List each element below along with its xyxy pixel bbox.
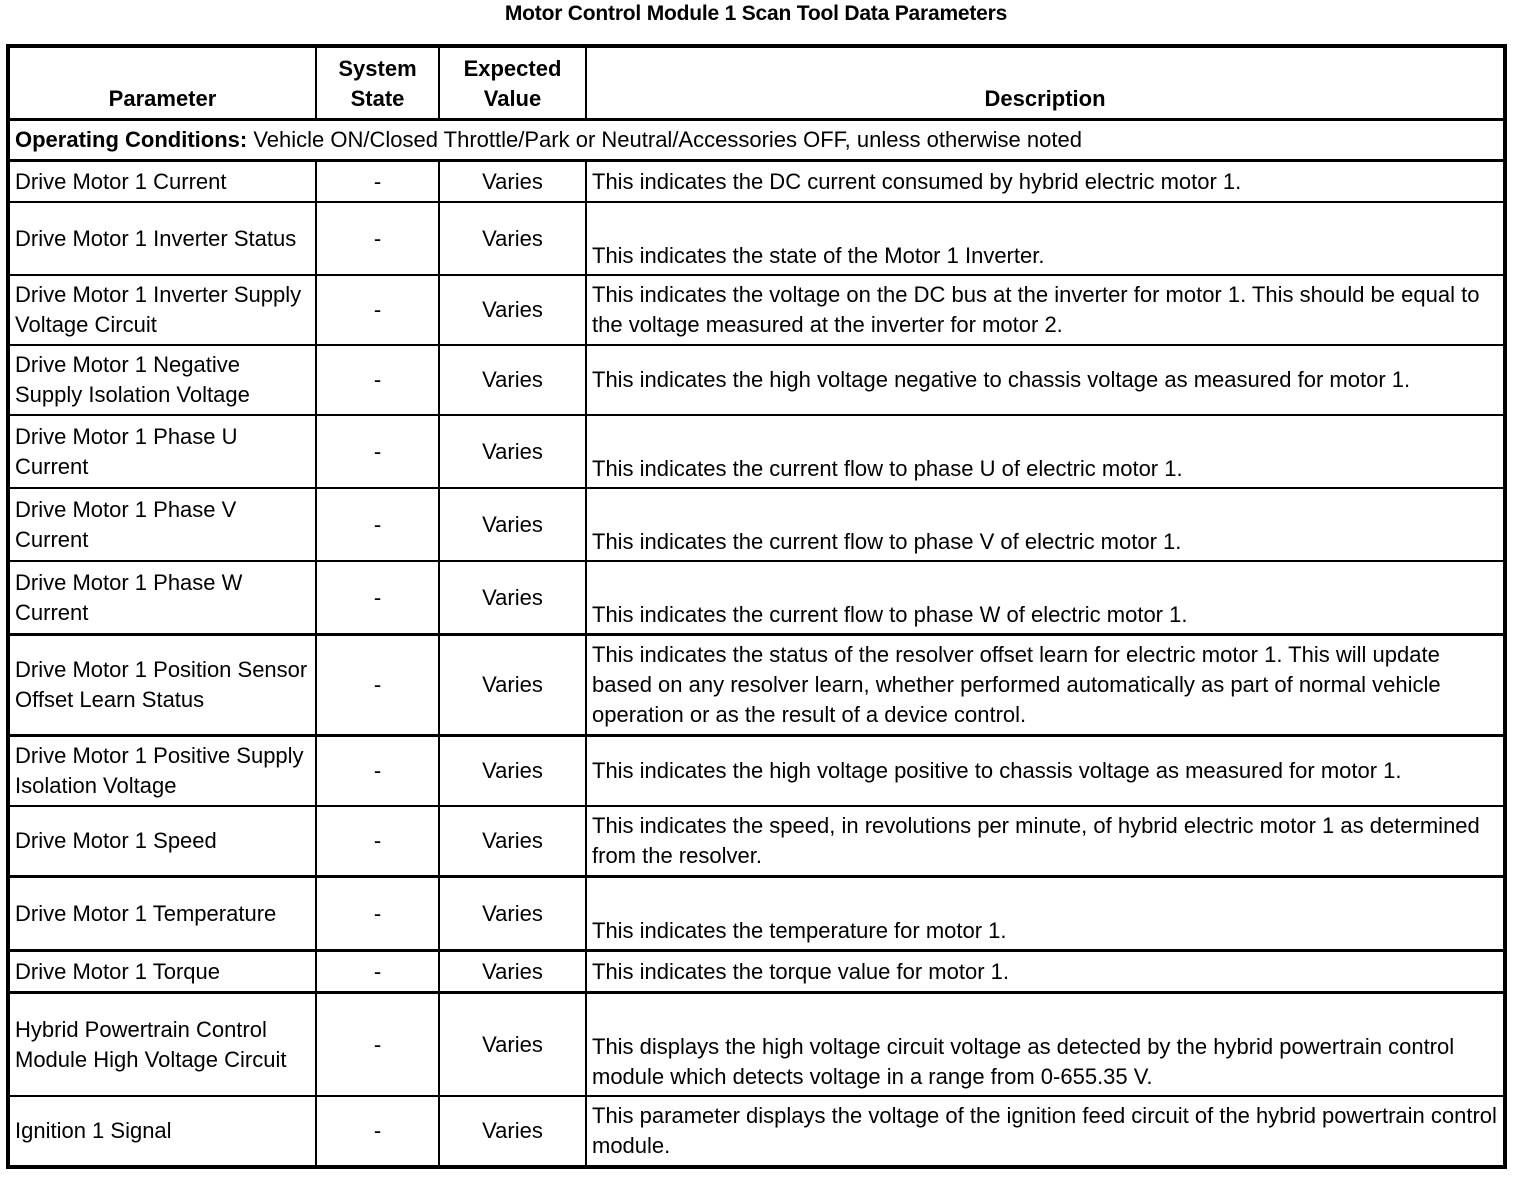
description-cell: This indicates the DC current consumed by hybrid electric motor 1. xyxy=(586,161,1505,203)
parameter-cell: Drive Motor 1 Temperature xyxy=(8,877,316,951)
operating-conditions-text: Vehicle ON/Closed Throttle/Park or Neutral/Accessories OFF, unless otherwise noted xyxy=(247,127,1082,152)
operating-conditions xyxy=(8,120,1505,161)
expected-value-cell: Varies xyxy=(439,488,586,561)
operating-conditions-label: Operating Conditions: xyxy=(15,127,248,152)
description-cell: This indicates the high voltage negative to chassis voltage as measured for motor 1. xyxy=(586,345,1505,415)
parameter-cell: Drive Motor 1 Inverter Status xyxy=(8,202,316,275)
expected-value-cell: Varies xyxy=(439,635,586,736)
parameter-cell: Drive Motor 1 Speed xyxy=(8,806,316,877)
expected-value-cell: Varies xyxy=(439,951,586,993)
description-cell: This indicates the current flow to phase W of electric motor 1. xyxy=(586,561,1505,635)
system-state-cell: - xyxy=(316,345,439,415)
table-row xyxy=(8,488,1505,561)
expected-value-cell: Varies xyxy=(439,345,586,415)
parameter-cell: Drive Motor 1 Phase V Current xyxy=(8,488,316,561)
parameter-cell: Drive Motor 1 Positive Supply Isolation Voltage xyxy=(8,736,316,807)
table-row xyxy=(8,635,1505,736)
system-state-cell: - xyxy=(316,806,439,877)
description-cell: This displays the high voltage circuit voltage as detected by the hybrid powertrain control module which detects voltage in a range from 0-655.35 V. xyxy=(586,993,1505,1097)
description-cell: This indicates the current flow to phase U of electric motor 1. xyxy=(586,415,1505,488)
table-row xyxy=(8,993,1505,1097)
expected-value-cell: Varies xyxy=(439,877,586,951)
expected-value-cell: Varies xyxy=(439,806,586,877)
table-row xyxy=(8,951,1505,993)
header-parameter: Parameter xyxy=(8,46,316,120)
table-row xyxy=(8,161,1505,203)
description-cell: This indicates the temperature for motor 1. xyxy=(586,877,1505,951)
table-header xyxy=(8,46,1505,120)
table-row xyxy=(8,1096,1505,1167)
parameter-cell: Drive Motor 1 Negative Supply Isolation Voltage xyxy=(8,345,316,415)
parameter-cell: Drive Motor 1 Phase W Current xyxy=(8,561,316,635)
description-cell: This indicates the current flow to phase V of electric motor 1. xyxy=(586,488,1505,561)
parameter-cell: Ignition 1 Signal xyxy=(8,1096,316,1167)
system-state-cell: - xyxy=(316,993,439,1097)
description-cell: This indicates the state of the Motor 1 Inverter. xyxy=(586,202,1505,275)
table-row xyxy=(8,345,1505,415)
scan-tool-data-table xyxy=(6,44,1507,1169)
description-cell: This indicates the status of the resolver offset learn for electric motor 1. This will update based on any resolver learn, whether performed automatically as part of normal vehicle operation or as the result of a device control. xyxy=(586,635,1505,736)
parameter-cell: Drive Motor 1 Current xyxy=(8,161,316,203)
header-expected-value: Expected Value xyxy=(439,46,586,120)
parameter-cell: Hybrid Powertrain Control Module High Voltage Circuit xyxy=(8,993,316,1097)
expected-value-cell: Varies xyxy=(439,161,586,203)
table-row xyxy=(8,561,1505,635)
system-state-cell: - xyxy=(316,415,439,488)
system-state-cell: - xyxy=(316,275,439,345)
parameter-cell: Drive Motor 1 Phase U Current xyxy=(8,415,316,488)
description-cell: This indicates the voltage on the DC bus at the inverter for motor 1. This should be equal to the voltage measured at the inverter for motor 2. xyxy=(586,275,1505,345)
expected-value-cell: Varies xyxy=(439,202,586,275)
expected-value-cell: Varies xyxy=(439,275,586,345)
page-title: Motor Control Module 1 Scan Tool Data Parameters xyxy=(504,2,1008,25)
table-row xyxy=(8,806,1505,877)
system-state-cell: - xyxy=(316,635,439,736)
description-cell: This indicates the high voltage positive to chassis voltage as measured for motor 1. xyxy=(586,736,1505,807)
table-row xyxy=(8,877,1505,951)
expected-value-cell: Varies xyxy=(439,993,586,1097)
table-row xyxy=(8,202,1505,275)
expected-value-cell: Varies xyxy=(439,1096,586,1167)
description-cell: This indicates the torque value for motor 1. xyxy=(586,951,1505,993)
expected-value-cell: Varies xyxy=(439,736,586,807)
system-state-cell: - xyxy=(316,736,439,807)
description-cell: This indicates the speed, in revolutions per minute, of hybrid electric motor 1 as determined from the resolver. xyxy=(586,806,1505,877)
description-cell: This parameter displays the voltage of the ignition feed circuit of the hybrid powertrain control module. xyxy=(586,1096,1505,1167)
header-description: Description xyxy=(586,46,1505,120)
system-state-cell: - xyxy=(316,1096,439,1167)
table-row xyxy=(8,275,1505,345)
system-state-cell: - xyxy=(316,202,439,275)
system-state-cell: - xyxy=(316,561,439,635)
expected-value-cell: Varies xyxy=(439,415,586,488)
parameter-cell: Drive Motor 1 Torque xyxy=(8,951,316,993)
header-system-state: System State xyxy=(316,46,439,120)
system-state-cell: - xyxy=(316,877,439,951)
system-state-cell: - xyxy=(316,161,439,203)
parameter-cell: Drive Motor 1 Position Sensor Offset Learn Status xyxy=(8,635,316,736)
operating-conditions-row xyxy=(8,120,1505,161)
expected-value-cell: Varies xyxy=(439,561,586,635)
table-row xyxy=(8,736,1505,807)
system-state-cell: - xyxy=(316,488,439,561)
parameter-cell: Drive Motor 1 Inverter Supply Voltage Circuit xyxy=(8,275,316,345)
table-row xyxy=(8,415,1505,488)
system-state-cell: - xyxy=(316,951,439,993)
